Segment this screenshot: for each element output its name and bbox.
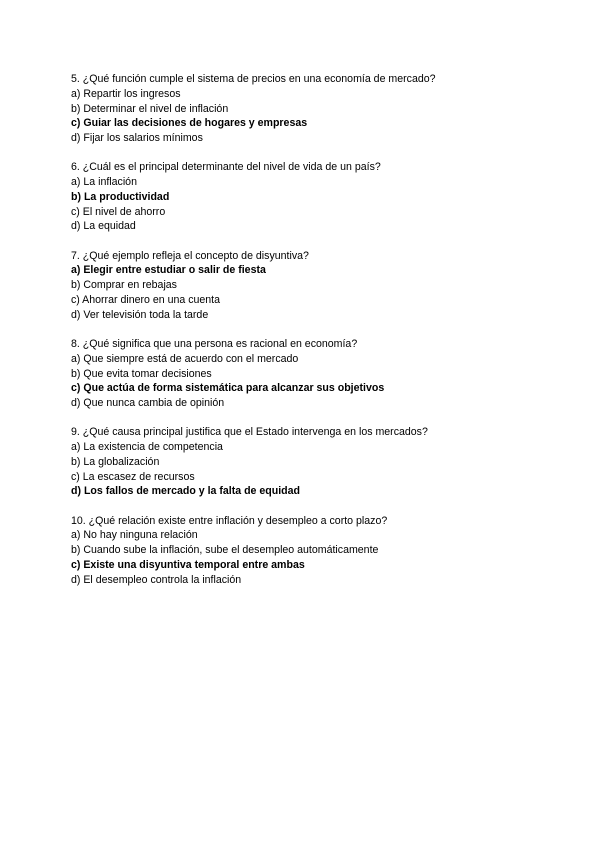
answer-option: b) Comprar en rebajas	[71, 279, 177, 292]
question-text: 9. ¿Qué causa principal justifica que el Estado intervenga en los mercados?	[71, 426, 428, 439]
answer-option-correct: c) Existe una disyuntiva temporal entre ambas	[71, 558, 305, 571]
question-10	[71, 514, 571, 588]
answer-option: a) No hay ninguna relación	[71, 529, 198, 542]
answer-option: d) El desempleo controla la inflación	[71, 573, 242, 586]
question-text: 10. ¿Qué relación existe entre inflación y desempleo a corto plazo?	[71, 514, 388, 527]
answer-option-correct: b) La productividad	[71, 190, 170, 203]
answer-option: b) Determinar el nivel de inflación	[71, 102, 229, 115]
question-text: 5. ¿Qué función cumple el sistema de precios en una economía de mercado?	[71, 73, 436, 85]
answer-option: a) La inflación	[71, 176, 137, 189]
question-7	[71, 249, 571, 323]
answer-option-correct: d) Los fallos de mercado y la falta de equidad	[71, 485, 300, 498]
question-9	[71, 425, 571, 499]
answer-option-correct: a) Elegir entre estudiar o salir de fiesta	[71, 264, 266, 277]
answer-option: d) La equidad	[71, 220, 136, 233]
question-text: 8. ¿Qué significa que una persona es racional en economía?	[71, 338, 358, 351]
question-text: 7. ¿Qué ejemplo refleja el concepto de disyuntiva?	[71, 249, 309, 262]
answer-option: d) Ver televisión toda la tarde	[71, 308, 209, 321]
question-6	[71, 160, 571, 234]
quiz-page	[71, 72, 571, 602]
question-8	[71, 337, 571, 411]
answer-option: a) Repartir los ingresos	[71, 87, 181, 100]
answer-option-correct: c) Que actúa de forma sistemática para alcanzar sus objetivos	[71, 382, 385, 395]
answer-option: c) La escasez de recursos	[71, 470, 195, 483]
answer-option-correct: c) Guiar las decisiones de hogares y empresas	[71, 117, 308, 130]
answer-option: c) El nivel de ahorro	[71, 205, 166, 218]
answer-option: b) La globalización	[71, 455, 160, 468]
question-5	[71, 72, 571, 146]
answer-option: a) Que siempre está de acuerdo con el mercado	[71, 352, 299, 365]
answer-option: d) Que nunca cambia de opinión	[71, 397, 225, 410]
answer-option: b) Cuando sube la inflación, sube el desempleo automáticamente	[71, 544, 379, 557]
question-text: 6. ¿Cuál es el principal determinante del nivel de vida de un país?	[71, 161, 381, 174]
answer-option: d) Fijar los salarios mínimos	[71, 132, 203, 144]
answer-option: a) La existencia de competencia	[71, 441, 223, 454]
answer-option: c) Ahorrar dinero en una cuenta	[71, 293, 220, 306]
answer-option: b) Que evita tomar decisiones	[71, 367, 212, 380]
